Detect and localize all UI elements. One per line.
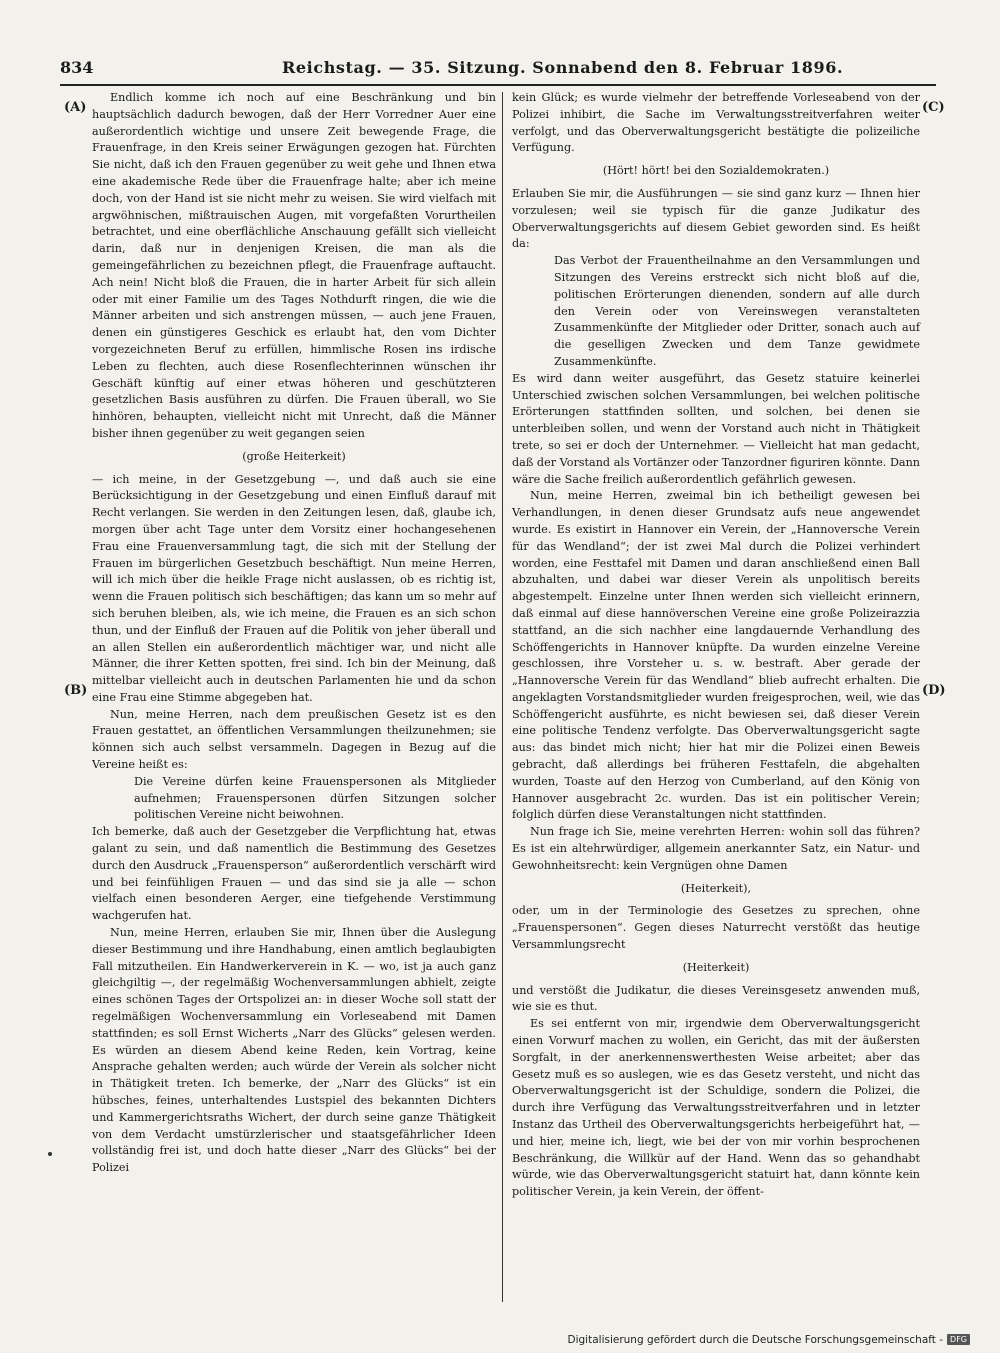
paragraph: Es wird dann weiter ausgeführt, das Gesetz statuire keinerlei Unterschied zwischen solchen Versammlungen, bei welchen politische Erörterungen stattfinden sollten, und solchen, bei denen sie unterbleiben sollen, und wenn der Vorstand auch nicht in Thätigkeit trete, so sei er doch der Unternehmer. — Vielleicht hat man gedacht, daß der Vorstand als Vortänzer oder Tanzordner figuriren könnte. Dann wäre die Sache freilich außerordentlich gefährlich gewesen. — [512, 371, 920, 486]
paragraph: Nun, meine Herren, zweimal bin ich betheiligt gewesen bei Verhandlungen, in denen dieser Grundsatz aufs neue angewendet wurde. Es existirt in Hannover ein Verein, der „Hannoversche Verein für das Wendland“; der ist zwei Mal durch die Polizei verhindert worden, eine Festtafel mit Damen und daran anschließend einen Ball abzuhalten, und dabei war dieser Verein als unpolitisch bereits abgestempelt. Einzelne unter Ihnen werden sich vielleicht erinnern, daß einmal auf diese hannöverschen Vereine eine große Polizeirazzia stattfand, an die sich nachher eine langdauernde Verhandlung des Schöffengerichts in Hannover knüpfte. Da wurden einzelne Vereine geschlossen, ihre Vorsteher u. s. w. bestraft. Aber gerade der „Hannoversche Verein für das Wendland“ blieb aufrecht erhalten. Die angeklagten Vorstandsmitglieder wurden freigesprochen, weil, wie das Schöffengericht ausführte, es nicht bewiesen sei, daß dieser Verein eine politische Tendenz verfolgte. Das Oberverwaltungsgericht sagte aus: das bindet mich nicht; hier hat mir die Polizei einen Beweis gebracht, daß allerdings bei früheren Festtafeln, die abgehalten wurden, Toaste auf den Herzog von Cumberland, auf den König von Hannover ausgebracht 2c. wurden. Das ist ein politischer Verein; folglich dürfen diese Veranstaltungen nicht stattfinden. — [512, 489, 920, 822]
stage-direction: (große Heiterkeit) — [242, 449, 346, 463]
page-header — [60, 58, 936, 82]
paragraph: Nun, meine Herren, erlauben Sie mir, Ihnen über die Auslegung dieser Bestimmung und ihre Handhabung, einen amtlich beglaubigten Fall mitzutheilen. Ein Handwerkerverein in K. — wo, ist ja auch ganz gleichgiltig —, der regelmäßig Wochenversammlungen abhielt, zeigte eines schönen Tages der Ortspolizei an: in dieser Woche soll statt der regelmäßigen Wochenversammlung ein Vorleseabend mit Damen stattfinden; es soll Ernst Wicherts „Narr des Glücks“ gelesen werden. Es würden an diesem Abend keine Reden, kein Vortrag, keine Ansprache gehalten werden; auch würde der Verein als solcher nicht in Thätigkeit treten. Ich bemerke, der „Narr des Glücks“ ist ein hübsches, feines, unterhaltendes Lustspiel des bekannten Dichters und Kammergerichtsraths Wichert, der durch seine ganze Thätigkeit von dem Verdacht umstürzlerischer und staatsgefährlicher Ideen vollständig frei ist, und doch hatte dieser „Narr des Glücks“ bei der Polizei — [92, 926, 496, 1175]
stage-direction: (Heiterkeit) — [682, 960, 750, 974]
digitization-credit — [568, 1334, 970, 1346]
paragraph: oder, um in der Terminologie des Gesetzes zu sprechen, ohne „Frauenspersonen“. Gegen dieses Naturrecht verstößt das heutige Versammlungsrecht — [512, 904, 920, 952]
quotation: Das Verbot der Frauentheilnahme an den Versammlungen und Sitzungen des Vereins erstreckt sich nicht bloß auf die, politischen Erörterungen dienenden, sondern auf alle durch den Verein oder von Vereinswegen veranstalteten Zusammenkünfte der Mitglieder oder Dritter, sonach auch auf die geselligen Zwecken und dem Tanze gewidmete Zusammenkünfte. — [554, 254, 920, 368]
paragraph: Erlauben Sie mir, die Ausführungen — sie sind ganz kurz — Ihnen hier vorzulesen; weil sie typisch für die ganze Judikatur des Oberverwaltungsgerichts auf diesem Gebiet geworden sind. Es heißt da: — [512, 186, 920, 251]
margin-mark-c: (C) — [922, 100, 945, 115]
left-column — [92, 90, 496, 1177]
credit-text: Digitalisierung gefördert durch die Deutsche Forschungsgemeinschaft - — [567, 1334, 944, 1346]
paragraph: Ich bemerke, daß auch der Gesetzgeber die Verpflichtung hat, etwas galant zu sein, und daß namentlich die Bestimmung des Gesetzes durch den Ausdruck „Frauensperson“ außerordentlich verschärft wird und bei feinfühligen Frauen — und das sind sie ja alle — schon vielfach einen besonderen Aerger, eine tiefgehende Verstimmung wachgerufen hat. — [92, 825, 496, 923]
paragraph: Endlich komme ich noch auf eine Beschränkung und bin hauptsächlich dadurch bewogen, daß der Herr Vorredner Auer eine außerordentlich wichtige und unsere Zeit bewegende Frage, die Frauenfrage, in den Kreis seiner Erwägungen gezogen hat. Fürchten Sie nicht, daß ich den Frauen gegenüber zu weit gehe und Ihnen etwa eine akademische Rede über die Frauenfrage halte; aber ich meine doch, von der Hand ist sie nicht mehr zu weisen. Sie wird vielfach mit argwöhnischen, mißtrauischen Augen, mit vorgefaßten Vorurtheilen betrachtet, und eine oberflächliche Anschauung gefällt sich vielleicht darin, daß nur in denjenigen Kreisen, die man als die gemeingefährlichen zu bezeichnen pflegt, die Frauenfrage auftaucht. Ach nein! Nicht bloß die Frauen, die in harter Arbeit für sich allein oder mit einer Familie um des Tages Nothdurft ringen, die wie die Männer arbeiten und sich anstrengen müssen, — auch jene Frauen, denen ein günstigeres Geschick es erlaubt hat, den vom Dichter vorgezeichneten Beruf zu erfüllen, himmlische Rosen ins irdische Leben zu flechten, auch diese Rosenflechterinnen wünschen ihr Geschäft künftig auf einer etwas höheren und geschützteren gesetzlichen Basis ausführen zu dürfen. Die Frauen überall, wo Sie hinhören, behaupten, vielleicht nicht mit Unrecht, daß die Männer bisher ihnen gegenüber zu weit gegangen seien — [92, 91, 496, 440]
dfg-logo: DFG — [947, 1334, 970, 1345]
margin-mark-d: (D) — [922, 683, 946, 698]
margin-mark-a: (A) — [64, 100, 87, 115]
ink-dot — [48, 1152, 52, 1156]
margin-mark-b: (B) — [64, 683, 88, 698]
right-column — [512, 90, 920, 1201]
paragraph: und verstößt die Judikatur, die dieses Vereinsgesetz anwenden muß, wie sie es thut. — [512, 983, 920, 1014]
paragraph: — ich meine, in der Gesetzgebung —, und daß auch sie eine Berücksichtigung in der Gesetzgebung und einen Einfluß darauf mit Recht verlangen. Sie werden in den Zeitungen lesen, daß, glaube ich, morgen über acht Tage unter dem Vorsitz einer hochangesehenen Frau eine Frauenversammlung tagt, die sich mit der Stellung der Frauen im bürgerlichen Gesetzbuch beschäftigt. Nun meine Herren, will ich mich über die heikle Frage nicht auslassen, ob es richtig ist, wenn die Frauen politisch sich beschäftigen; das kann um so mehr auf sich beruhen bleiben, als, wie ich meine, die Frauen es an sich schon thun, und der Einfluß der Frauen auf die Politik von jeher überall und an allen Stellen ein außerordentlich mächtiger war, und nicht alle Männer, die ihrer Ketten spotten, frei sind. Ich bin der Meinung, daß mittelbar vielleicht auch in deutschen Parlamenten hie und da schon eine Frau eine Stimme abgegeben hat. — [92, 472, 496, 704]
paragraph: Nun, meine Herren, nach dem preußischen Gesetz ist es den Frauen gestattet, an öffentlichen Versammlungen theilzunehmen; sie können sich auch selbst versammeln. Dagegen in Bezug auf die Vereine heißt es: — [92, 707, 496, 772]
paragraph: Es sei entfernt von mir, irgendwie dem Oberverwaltungsgericht einen Vorwurf machen zu wollen, ein Gericht, das mit der äußersten Sorgfalt, in der anerkennenswerthesten Weise arbeitet; aber das Gesetz muß es so auslegen, wie es das Gesetz versteht, und nicht das Oberverwaltungsgericht ist der Schuldige, sondern die Polizei, die durch ihre Verfügung das Verwaltungsstreitverfahren und in letzter Instanz das Urtheil des Oberverwaltungsgerichts herbeigeführt hat, — und hier, meine ich, liegt, wie bei der von mir vorhin besprochenen Beschränkung, die Willkür auf der Hand. Wenn das so gehandhabt würde, wie das Oberverwaltungsgericht statuirt hat, dann könnte kein politischer Verein, ja kein Verein, der öffent- — [512, 1017, 920, 1199]
stage-direction: (Hört! hört! bei den Sozialdemokraten.) — [602, 164, 830, 178]
paragraph: Nun frage ich Sie, meine verehrten Herren: wohin soll das führen? Es ist ein altehrwürdiger, allgemein anerkannter Satz, ein Natur- und Gewohnheitsrecht: kein Vergnügen ohne Damen — [512, 825, 920, 872]
column-divider — [502, 92, 503, 1302]
running-title: Reichstag. — 35. Sitzung. Sonnabend den 8. Februar 1896. — [282, 58, 844, 77]
page-number: 834 — [60, 58, 94, 77]
paragraph: kein Glück; es wurde vielmehr der betreffende Vorleseabend von der Polizei inhibirt, die Sache im Verwaltungsstreitverfahren weiter verfolgt, und das Oberverwaltungsgericht bestätigte die polizeiliche Verfügung. — [512, 91, 920, 155]
quotation: Die Vereine dürfen keine Frauenspersonen als Mitglieder aufnehmen; Frauenspersonen dürfen Sitzungen solcher politischen Vereine nicht beiwohnen. — [134, 774, 496, 822]
stage-direction: (Heiterkeit), — [680, 881, 752, 895]
header-rule — [60, 84, 936, 86]
